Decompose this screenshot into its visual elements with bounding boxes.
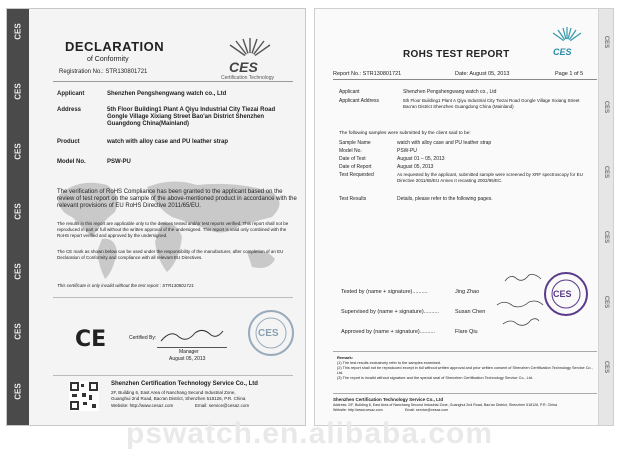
sample-field-value: PSW-PU	[397, 148, 417, 154]
sample-field-label: Test Requested	[339, 172, 374, 178]
footer-address: Address: 2/F, Building 6, East Area of Nanchang Second Industrial Zone, Guanghui 2nd Road, Bao'an District, Shenzhen 518126, P.R. China	[333, 403, 557, 407]
footer-email: Email: service@cesaz.com	[405, 408, 449, 412]
body-paragraph: The results in this report are applicable only to the devices tested and/or test reports verified. This report shall not be reproduced in part or full without the written approval of the undersigned. This report is valid only combined with the RoHS report verified and approved by the undersigned.	[57, 221, 289, 238]
footer-email: Email: service@cesaz.com	[195, 403, 250, 408]
side-label: CES	[13, 23, 23, 40]
side-band	[598, 9, 613, 425]
sample-field-label: Date of Report	[339, 164, 372, 170]
applicant-value: Shenzhen Pengshengwang watch co., Ltd	[403, 89, 497, 95]
field-label: Applicant	[57, 91, 85, 97]
field-label: Address	[57, 107, 82, 113]
side-label: CES	[13, 263, 23, 280]
side-label: CES	[603, 230, 609, 244]
signature-image	[503, 271, 543, 285]
signature-line	[157, 347, 227, 348]
sample-field-value: August 01 – 05, 2013	[397, 156, 445, 162]
logo-subtext: Certification Technology	[221, 75, 274, 81]
side-label: CES	[13, 383, 23, 400]
footer-address: Guanghui 2nd Road, Bao'an District, Shenzhen 518126, P.R. China	[111, 396, 246, 401]
page-indicator: Page 1 of 5	[555, 71, 584, 77]
side-label: CES	[13, 83, 23, 100]
watermark-text: pswatch.en.alibaba.com	[125, 417, 494, 450]
approved-by-name: Flare Qiu	[455, 329, 478, 335]
body-paragraph: The CE mark as shown below can be used under the responsibility of the manufacturer, after completion of an EU Declaration of Conformity and compliance with all relevant EU Directives.	[57, 249, 284, 260]
side-label: CES	[603, 35, 609, 49]
side-label: CES	[603, 100, 609, 114]
registration-number: Registration No.: STR130801721	[59, 69, 148, 75]
footer-address: 2F, Building 6, East Area of Nanchang Second Industrial Zone,	[111, 390, 236, 395]
signature-image	[501, 315, 541, 329]
logo-text: CES	[229, 59, 258, 75]
side-label: CES	[13, 203, 23, 220]
address-label: Applicant Address	[339, 98, 380, 104]
body-paragraph: This certificate is only invalid without the test report : STR130801721	[57, 283, 194, 288]
field-value: watch with alloy case and PU leather strap	[107, 139, 229, 145]
address-value: 5th Floor Building1 Plant A Qiyu Industrial City Tiezai Road Gongle Village Xixiang Street Bao'an District Shenzhen Guangdong China (Mainland)	[403, 98, 580, 109]
signature-image	[495, 297, 545, 311]
body-paragraph: The verification of RoHS Compliance has been granted to the applicant based on the review of test report on the sample of the above-mentioned product in accordance with the relevant provisions of EU RoHS Directive 2011/65/EU.	[57, 189, 297, 209]
note-line: (3) The report is invalid without signature and the special seal of Shenzhen Certification Technology Service Co., Ltd.	[337, 376, 533, 380]
certificate-date: August 05, 2013	[169, 356, 206, 362]
document-subtitle: of Conformity	[87, 56, 129, 63]
intro-text: The following samples were submitted by the client said to be:	[339, 131, 471, 136]
qr-code-icon	[69, 381, 99, 411]
divider	[333, 79, 597, 80]
note-line: (1) The test results exclusively refer to the samples examined.	[337, 361, 442, 365]
footer-website: Website: http://www.cesaz.com	[333, 408, 383, 412]
sample-field-label: Test Results	[339, 196, 367, 202]
report-date: Date: August 05, 2013	[455, 71, 510, 77]
side-label: CES	[603, 360, 609, 374]
divider	[53, 375, 293, 376]
seal-text: CES	[258, 328, 279, 339]
note-line: (2) This report shall not be reproduced except in full without written approval and prior written consent of Shenzhen Certification Technology Service Co., Ltd.	[337, 366, 593, 375]
side-band	[7, 9, 29, 425]
report-title: ROHS TEST REPORT	[403, 49, 510, 60]
side-label: CES	[603, 165, 609, 179]
rohs-test-report-document	[314, 8, 614, 426]
divider	[333, 351, 597, 352]
seal-text: CES	[553, 289, 572, 299]
field-value: 5th Floor Building1 Plant A Qiyu Industrial City Tiezai Road Gongle Village Xixiang Street Bao'an District Shenzhen Guangdong China(Mainland)	[107, 107, 276, 127]
logo-text: CES	[553, 47, 572, 57]
tested-by-label: Tested by (name + signature)..........	[341, 289, 428, 295]
declaration-document	[6, 8, 306, 426]
supervised-by-label: Supervised by (name + signature)..........	[341, 309, 439, 315]
sample-field-label: Date of Test	[339, 156, 366, 162]
side-label: CES	[13, 143, 23, 160]
signature-image	[157, 325, 227, 347]
ce-mark: CE	[75, 327, 107, 352]
approved-by-label: Approved by (name + signature)..........	[341, 329, 436, 335]
field-label: Product	[57, 139, 80, 145]
side-label: CES	[603, 295, 609, 309]
notes-label: Remark:	[337, 355, 354, 360]
manager-label: Manager	[179, 349, 199, 355]
report-number: Report No.: STR130801721	[333, 71, 402, 77]
sample-field-label: Sample Name	[339, 140, 371, 146]
side-label: CES	[13, 323, 23, 340]
footer-company: Shenzhen Certification Technology Service Co., Ltd	[111, 381, 258, 387]
field-label: Model No.	[57, 159, 86, 165]
divider	[53, 81, 293, 82]
applicant-label: Applicant	[339, 89, 360, 95]
tested-by-name: Jing Zhao	[455, 289, 480, 295]
sample-field-value: Details, please refer to the following pages.	[397, 196, 493, 202]
field-value: Shenzhen Pengshengwang watch co., Ltd	[107, 91, 227, 97]
sample-field-value: August 05, 2013	[397, 164, 434, 170]
footer-company: Shenzhen Certification Technology Service Co., Ltd	[333, 397, 444, 402]
field-value: PSW-PU	[107, 159, 131, 165]
sample-field-label: Model No.	[339, 148, 362, 154]
supervised-by-name: Susan Chen	[455, 309, 486, 315]
sample-field-value: As requested by the applicant, submitted sample were screened by XRF spectroscopy for EU Directive 2011/65/EU Annex II recasting 2002/95/EC.	[397, 172, 583, 183]
divider	[333, 393, 597, 394]
certified-by-label: Certified By:	[129, 335, 157, 341]
divider	[53, 297, 293, 298]
footer-website: Website: http://www.cesaz.com	[111, 403, 174, 408]
sample-field-value: watch with alloy case and PU leather strap	[397, 140, 492, 146]
document-title: DECLARATION	[65, 39, 165, 54]
